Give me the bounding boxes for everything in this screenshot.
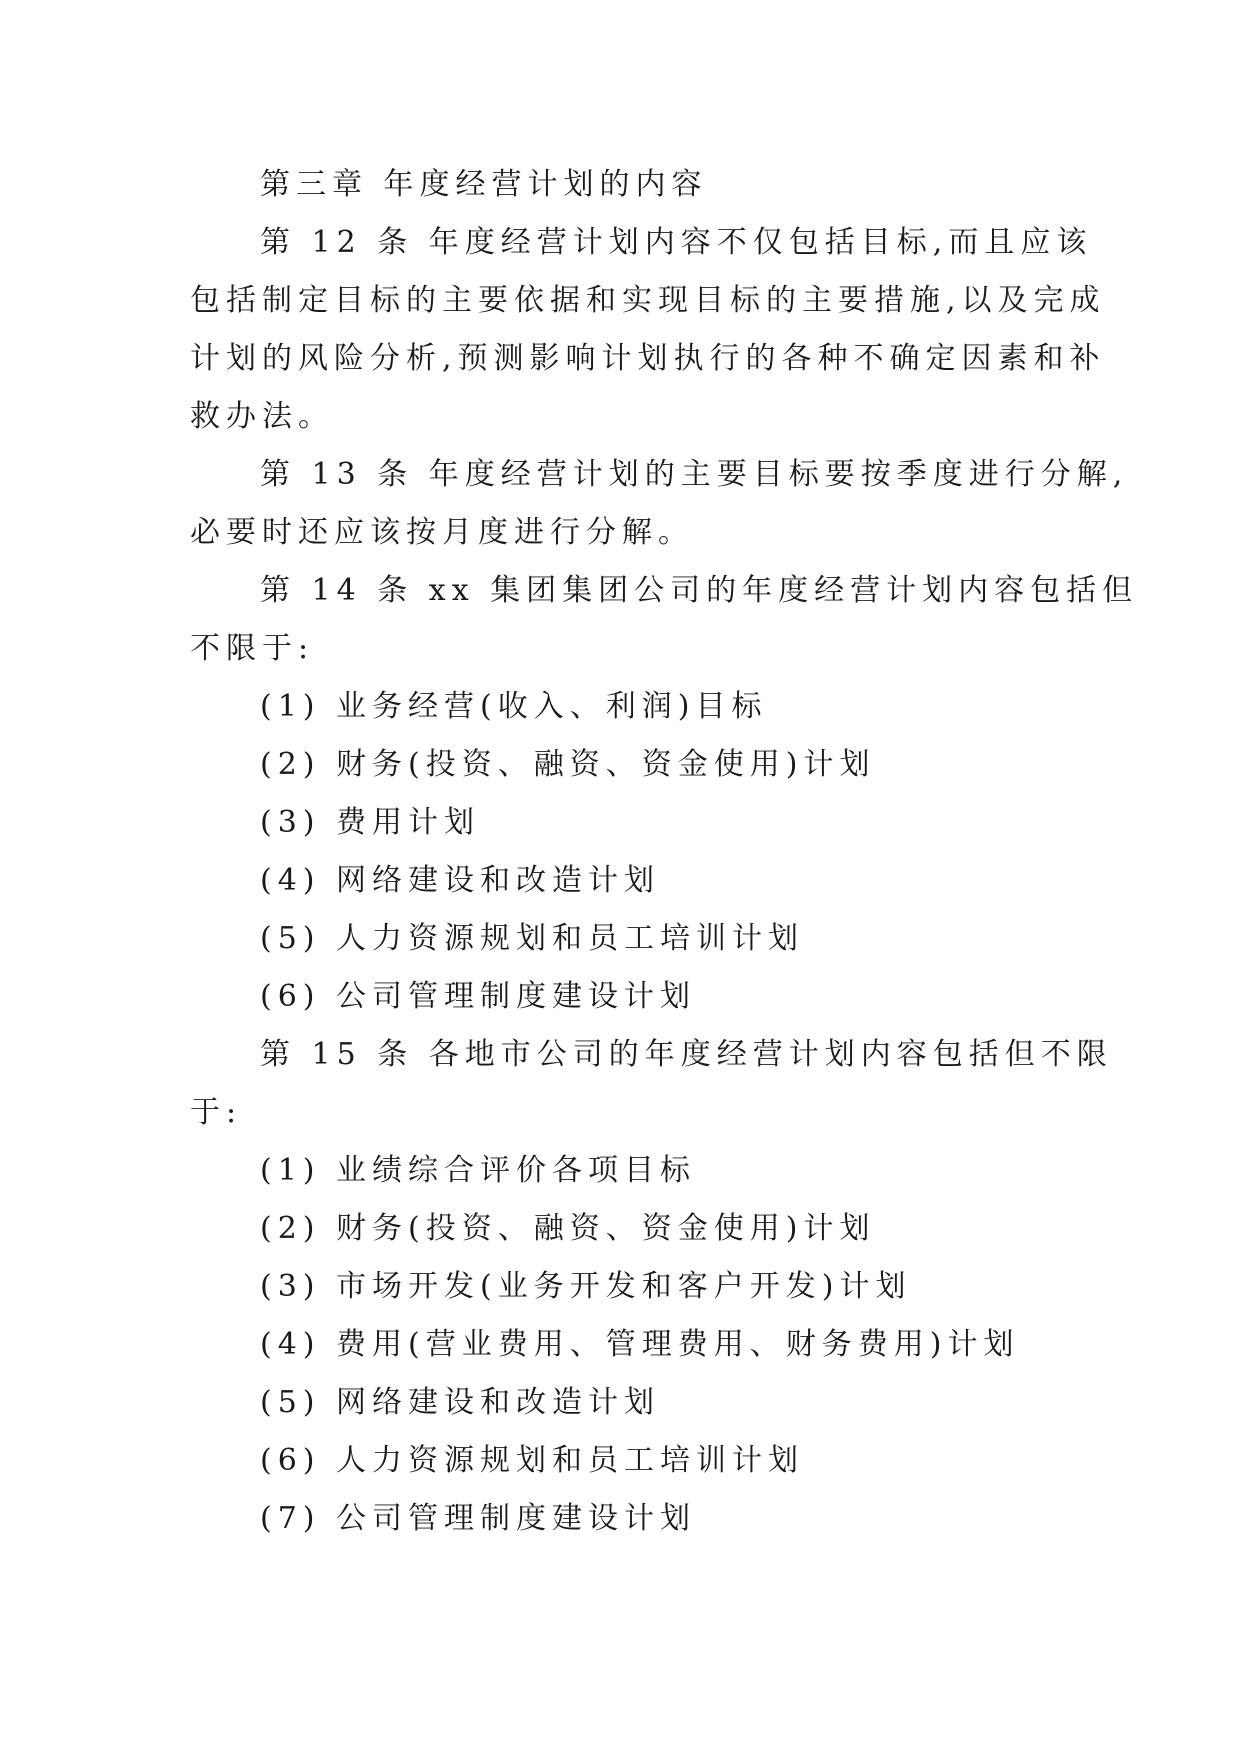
- list-item: (1) 业务经营(收入、利润)目标: [260, 689, 768, 724]
- article-13-line: 必要时还应该按月度进行分解。: [190, 515, 694, 550]
- article-14: [190, 562, 1139, 1026]
- article-12-line: 包括制定目标的主要依据和实现目标的主要措施,以及完成: [190, 283, 1106, 318]
- list-item: (3) 费用计划: [260, 805, 481, 840]
- article-14-line: 不限于:: [190, 631, 315, 666]
- article-13: [190, 446, 1129, 562]
- list-item: (6) 人力资源规划和员工培训计划: [260, 1443, 805, 1478]
- list-item: (4) 网络建设和改造计划: [260, 863, 661, 898]
- list-item: (3) 市场开发(业务开发和客户开发)计划: [260, 1269, 912, 1304]
- list-item: (5) 网络建设和改造计划: [260, 1385, 661, 1420]
- article-13-line: 第 13 条 年度经营计划的主要目标要按季度进行分解,: [260, 457, 1129, 492]
- article-12-line: 第 12 条 年度经营计划内容不仅包括目标,而且应该: [260, 225, 1093, 260]
- list-item: (5) 人力资源规划和员工培训计划: [260, 921, 805, 956]
- list-item: (4) 费用(营业费用、管理费用、财务费用)计划: [260, 1327, 1020, 1362]
- document-body: [190, 156, 1139, 1548]
- article-12: [190, 214, 1106, 446]
- article-12-line: 救办法。: [190, 399, 334, 434]
- article-15: [190, 1026, 1113, 1548]
- list-item: (1) 业绩综合评价各项目标: [260, 1153, 697, 1188]
- article-15-line: 第 15 条 各地市公司的年度经营计划内容包括但不限: [260, 1037, 1113, 1072]
- article-12-line: 计划的风险分析,预测影响计划执行的各种不确定因素和补: [190, 341, 1106, 376]
- article-14-line: 第 14 条 xx 集团集团公司的年度经营计划内容包括但: [260, 573, 1139, 608]
- article-15-line: 于:: [190, 1095, 243, 1130]
- list-item: (2) 财务(投资、融资、资金使用)计划: [260, 747, 876, 782]
- chapter-heading: 第三章 年度经营计划的内容: [260, 167, 708, 202]
- list-item: (2) 财务(投资、融资、资金使用)计划: [260, 1211, 876, 1246]
- list-item: (7) 公司管理制度建设计划: [260, 1501, 697, 1536]
- list-item: (6) 公司管理制度建设计划: [260, 979, 697, 1014]
